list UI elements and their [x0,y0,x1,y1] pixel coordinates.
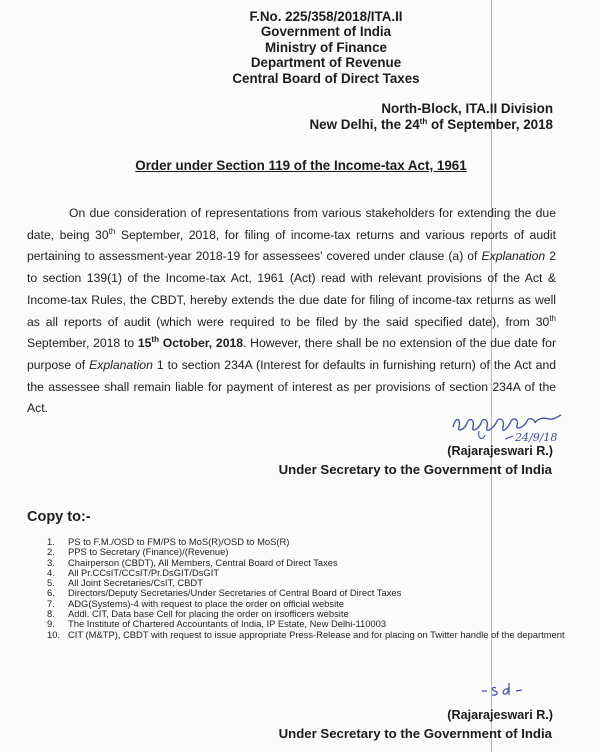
document-header [0,9,600,86]
file-number: F.No. 225/358/2018/ITA.II [249,9,403,24]
list-item: 3. Chairperson (CBDT), All Members, Central Board of Direct Taxes [47,556,338,568]
sd-signature-mark-icon [480,680,530,698]
list-item: 10. CIT (M&TP), CBDT with request to issue appropriate Press-Release and for placing on Twitter handle of the department [47,628,565,640]
issue-date: New Delhi, the 24th of September, 2018 [309,117,553,132]
list-item: 9. The Institute of Chartered Accountants of India, IP Estate, New Delhi-110003 [47,618,387,630]
list-item: 1. PS to F.M./OSD to FM/PS to MoS(R)/OSD to MoS(R) [47,536,290,547]
office-location: North-Block, ITA.II Division [381,101,553,116]
list-item: 4. All Pr.CCsIT/CCsIT/Pr.DsGIT/DsGIT [47,566,220,578]
department-name: Department of Revenue [250,55,402,71]
office-and-date [310,101,553,133]
list-item: 2. PPS to Secretary (Finance)/(Revenue) [47,546,229,558]
ministry-name: Ministry of Finance [264,39,388,55]
copy-to-heading: Copy to:- [27,509,91,525]
copy-to-list [47,537,565,640]
list-item: 6. Directors/Deputy Secretaries/Under Secretaries of Central Board of Direct Taxes [47,587,402,599]
government-name: Government of India [260,24,392,40]
signatory-name-copy: (Rajarajeswari R.) [447,708,553,722]
handwritten-signature-icon [445,405,565,447]
signatory-title: Under Secretary to the Government of India [278,462,552,477]
list-item: 5. All Joint Secretaries/CsIT, CBDT [47,577,203,589]
order-title: Order under Section 119 of the Income-tax Act, 1961 [135,158,467,173]
svg-text:24/9/18: 24/9/18 [515,431,558,444]
list-item: 8. Addl. CIT, Data base Cell for placing the order on irsofficers website [47,608,349,620]
signatory-name: (Rajarajeswari R.) [447,444,553,458]
list-item: 7. ADG(Systems)-4 with request to place the order on official website [47,597,344,609]
new-due-date: 15th October, 2018 [137,335,244,351]
signatory-title-copy: Under Secretary to the Government of India [278,726,552,741]
order-body-paragraph: On due consideration of representations from various stakeholders for extending the due date, being 30th September, 2018, for filing of income-tax returns and various reports of audit pertaining to assessment-year 2018-19 for assessees' covered under clause (a) of Explanation 2 to section 139(1) of the Income-tax Act, 1961 (Act) read with relevant provisions of the Act & Income-tax Rules, the CBDT, hereby extends the due date for filing of income-tax returns as well as all reports of audit (which were required to be filed by the said specified date), from 30th September, 2018 to 15th October, 2018. However, there shall be no extension of the due date for purpose of Explanation 1 to section 234A (Interest for defaults in furnishing return) of the Act and the assessee shall remain liable for payment of interest as per provisions of section 234A of the Act. [27,206,557,416]
board-name: Central Board of Direct Taxes [232,70,420,86]
